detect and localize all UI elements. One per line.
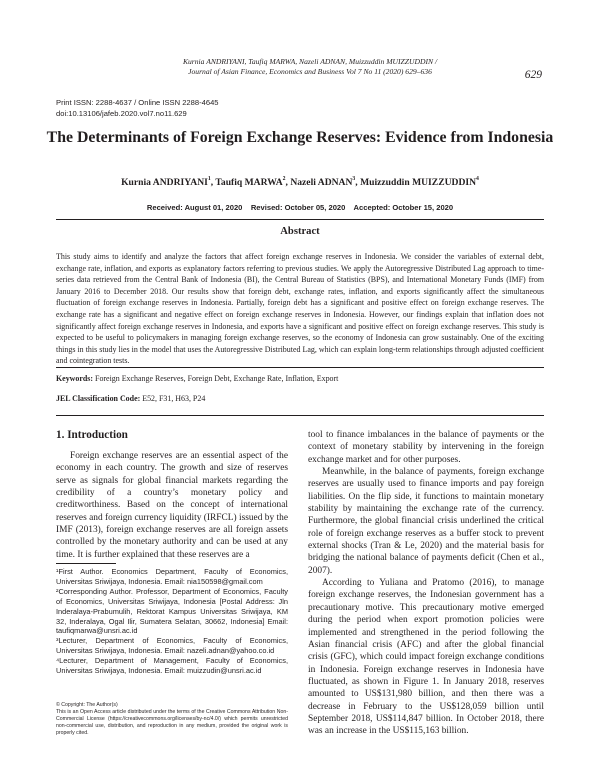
author-name: Kurnia ANDRIYANI (121, 177, 208, 188)
divider (56, 415, 544, 416)
header-citation-line2: Journal of Asian Finance, Economics and Business Vol 7 No 11 (2020) 629–636 (188, 67, 432, 76)
paragraph: tool to finance imbalances in the balance of payments or the context of monetary stability by intervening in the foreign exchange market and for other purposes. (308, 430, 544, 465)
author-list (0, 177, 600, 188)
abstract-text: This study aims to identify and analyze the factors that affect foreign exchange reserves in Indonesia. We consider the variables of external debt, exchange rate, inflation, and exports as explanatory factors referring to previous studies. We apply the Autoregressive Distributed Lag approach to time-series data retrieved from the Central Bank of Indonesia (BI), the Central Bureau of Statistics (BPS), and International Monetary Funds (IMF) from January 2016 to December 2018. Our results show that foreign debt, exchange rates, inflation, and exports significantly affect the simultaneous fluctuation of foreign exchange reserves in Indonesia. Partially, foreign debt has a significant and positive effect on foreign exchange reserves. The exchange rate has a significant and negative effect on foreign exchange reserves in Indonesia. However, our findings explain that inflation does not significantly affect foreign exchange reserves in Indonesia, and exports have a significant and positive effect on foreign exchange reserves. This study is expected to be useful to policymakers in managing foreign exchange reserves, so the economy of Indonesia can grow sustainably. One of the exciting things in this study lies in the model that uses the Autoregressive Distributed Lag, which can explain long-term relationships through adjusted coefficient and cointegration tests. (56, 252, 544, 366)
footnote: ¹First Author. Economics Department, Faculty of Economics, Universitas Sriwijaya, Indonesia. Email: nia150598@gmail.com (56, 567, 288, 586)
footnote: ⁴Lecturer, Department of Management, Faculty of Economics, Universitas Sriwijaya, Indonesia. Email: muizzudin@unsri.ac.id (56, 656, 288, 676)
jel-codes (56, 394, 544, 403)
author-separator: , (210, 177, 216, 188)
abstract-heading: Abstract (280, 226, 320, 237)
author-affil-mark: 3 (352, 176, 356, 182)
doi-line: doi:10.13106/jafeb.2020.vol7.no11.629 (56, 109, 187, 118)
footnote: ²Corresponding Author. Professor, Department of Economics, Faculty of Economics, Universitas Sriwijaya, Indonesia [Postal Address: Jln Inderalaya-Prabumulih, Rektorat Kampus Universitas Sriwijaya, KM 32, Inderalaya, Ogal Ilir, Sumatera Selatan, 30662, Indonesia] Email: taufiqmarwa@unsri.ac.id (56, 586, 288, 636)
divider (56, 219, 544, 220)
license-text: This is an Open Access article distributed under the terms of the Creative Commons Attribution Non-Commercial License (https://creativecommons.org/licenses/by-nc/4.0/) which permits unrestricted non-commercial use, distribution, and reproduction in any medium, provided the original work is properly cited. (56, 709, 288, 737)
author-affil-mark: 4 (476, 176, 479, 182)
keywords-text: Foreign Exchange Reserves, Foreign Debt, Exchange Rate, Inflation, Export (93, 374, 339, 383)
paper-title: The Determinants of Foreign Exchange Reserves: Evidence from Indonesia (46, 129, 554, 146)
left-column (56, 450, 288, 561)
footnotes (56, 567, 288, 676)
section-heading: 1. Introduction (56, 429, 128, 441)
submission-dates: Received: August 01, 2020 Revised: October 05, 2020 Accepted: October 15, 2020 (146, 203, 454, 212)
author-separator: , (355, 177, 361, 188)
author-affil-mark: 1 (207, 176, 211, 182)
right-column (308, 429, 544, 738)
author-name: Taufiq MARWA (215, 177, 283, 188)
jel-label: JEL Classification Code: (56, 394, 141, 403)
header-citation-line1: Kurnia ANDRIYANI, Taufiq MARWA, Nazeli ADNAN, Muizzuddin MUIZZUDDIN / (182, 57, 438, 66)
author-name: Muizzuddin MUIZZUDDIN (360, 177, 477, 188)
keywords-label: Keywords: (56, 374, 94, 383)
paragraph: Meanwhile, in the balance of payments, foreign exchange reserves are usually used to finance imports and pay foreign liabilities. On the flip side, it functions to maintain monetary stability by maintaining the exchange rate of the currency. Furthermore, the global financial crisis underlined the critical role of foreign exchange reserves as a buffer stock to prevent external shocks (Tran & Le, 2020) and the material basis for bridging the national balance of payments deficit (Chen et al., 2007). (308, 467, 544, 576)
issn-line: Print ISSN: 2288-4637 / Online ISSN 2288-4645 (56, 98, 219, 107)
author-name: Nazeli ADNAN (290, 177, 353, 188)
keywords (56, 374, 544, 383)
header-citation (150, 57, 470, 77)
paragraph: Foreign exchange reserves are an essential aspect of the economy in each country. The growth and size of reserves serve as signals for global financial markets regarding the credibility of a country’s monetary policy and creditworthiness. Based on the concept of international reserves and foreign currency liquidity (IRFCL) issued by the IMF (2013), foreign exchange reserves are all foreign assets controlled by the monetary authority and can be used at any time. It is further explained that these reserves are a (56, 451, 288, 560)
footnote: ³Lecturer, Department of Economics, Faculty of Economics, Universitas Sriwijaya, Indonesia. Email: nazeli.adnan@yahoo.co.id (56, 636, 288, 656)
footnote-divider (56, 563, 116, 564)
jel-text: E52, F31, H63, P24 (140, 394, 206, 403)
author-separator: , (285, 177, 291, 188)
copyright-line: © Copyright: The Author(s) (56, 702, 118, 708)
divider (56, 367, 544, 368)
license-notice (56, 702, 288, 737)
paragraph: According to Yuliana and Pratomo (2016), to manage foreign exchange reserves, the Indonesian government has a precautionary motive. This precautionary motive emerged during the period when export promotion policies were implemented and strengthened in the period following the Asian financial crisis (AFC) and after the global financial crisis (GFC), which could impact foreign exchange conditions in Indonesia. Foreign exchange reserves in Indonesia have fluctuated, as shown in Figure 1. In January 2018, reserves amounted to US$131,980 billion, and then there was a decrease in February to the US$128,059 billion until September 2018, US$114,847 billion. In October 2018, there was an increase in the US$115,163 billion. (308, 578, 544, 737)
issn-block (56, 97, 219, 119)
page-number: 629 (524, 69, 542, 81)
author-affil-mark: 2 (282, 176, 286, 182)
